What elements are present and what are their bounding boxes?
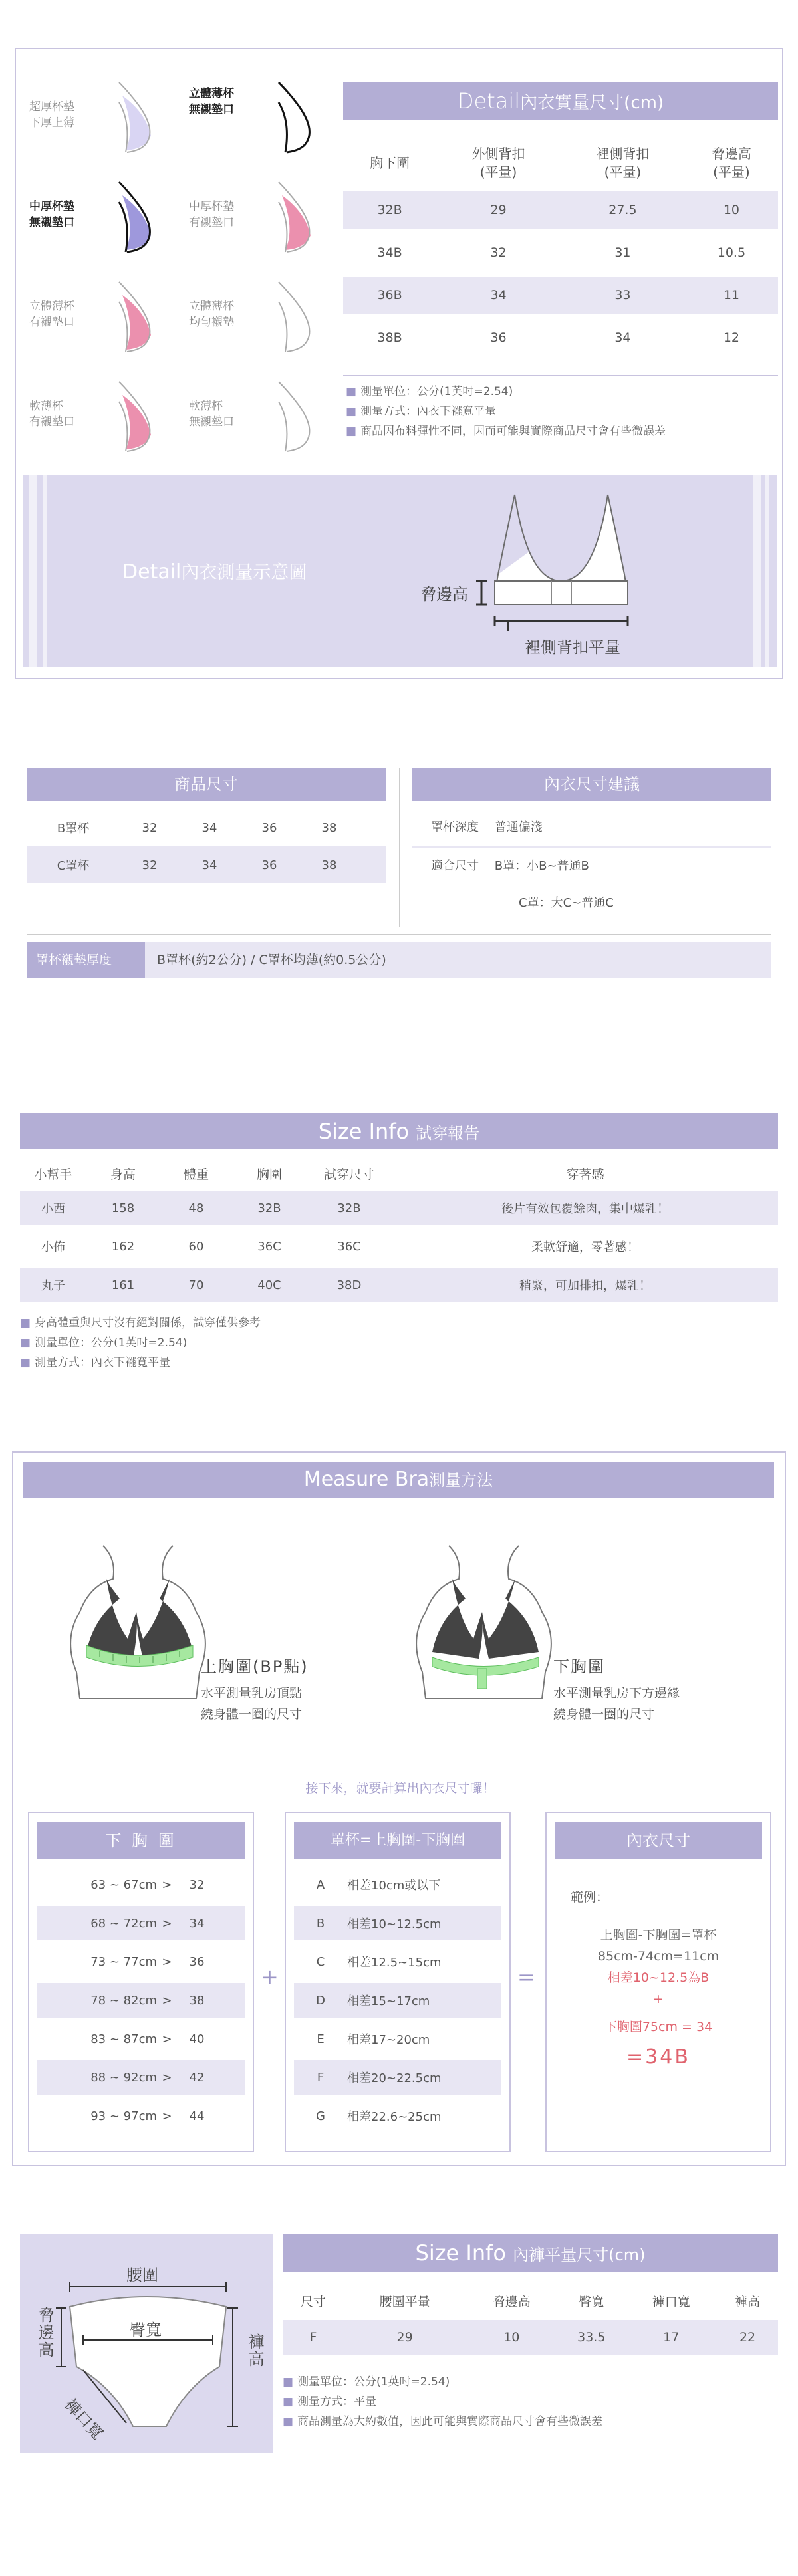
list-item <box>294 1944 501 1979</box>
table-cell: 12 <box>723 330 739 345</box>
cup-diff: 相差20~22.5cm <box>347 2071 442 2085</box>
calc-prompt: 接下來，就要計算出內衣尺寸囉！ <box>305 1781 495 1796</box>
diagram-label-side: 脅邊高 <box>420 585 468 604</box>
example-line2: 85cm-74cm=11cm <box>597 1949 720 1964</box>
list-item <box>37 1944 245 1979</box>
example-plus: + <box>653 1992 664 2006</box>
table-cell: 36B <box>377 288 402 302</box>
table-cell: 38 <box>321 820 337 835</box>
cup-type-line1: 超厚杯墊 <box>29 100 74 114</box>
table-cell: 27.5 <box>608 203 637 217</box>
cup-title: 罩杯=上胸圍-下胸圍 <box>294 1822 501 1859</box>
fit-table-header: 穿著感 <box>566 1167 604 1182</box>
example-line1: 上胸圍-下胸圍=罩杯 <box>600 1928 717 1942</box>
panty-title-zh: 內褲平量尺寸(cm) <box>513 2246 646 2264</box>
cup-depth-label: 罩杯深度 <box>431 820 479 834</box>
fit-c: C罩：大C~普通C <box>519 896 614 910</box>
range-text: 68 ~ 72cm <box>90 1916 157 1931</box>
list-item <box>37 2022 245 2056</box>
cup-type-line1: 中厚杯墊 <box>189 200 234 213</box>
panty-section <box>20 2234 778 2460</box>
table-cell: 34 <box>490 288 507 302</box>
cup-letter: F <box>317 2070 325 2085</box>
table-cell: 34 <box>614 330 631 345</box>
fit-report-notes <box>20 1313 778 1373</box>
note-item: ■ 身高體重與尺寸沒有絕對關係，試穿僅供參考 <box>20 1316 261 1330</box>
panty-table-header: 尺寸 <box>300 2294 326 2309</box>
panty-label-side: 脅邊高 <box>35 2307 54 2359</box>
upper-bust-desc1: 水平測量乳房頂點 <box>201 1686 303 1700</box>
detail-size-table <box>343 134 778 356</box>
table-cell: 70 <box>188 1278 204 1292</box>
detail-table-header: 外側背扣 (平量) <box>471 146 525 180</box>
table-cell: 36 <box>490 330 507 345</box>
detail-size-title-zh: 內衣實量尺寸(cm) <box>520 93 664 113</box>
measure-title-bar <box>23 1462 774 1498</box>
table-cell: 29 <box>490 203 507 217</box>
cup-type-line1: 軟薄杯 <box>29 400 63 413</box>
arrow-text: > <box>162 1954 172 1969</box>
cup-letter: G <box>316 2109 325 2123</box>
list-item <box>294 2022 501 2056</box>
cup-type-line1: 立體薄杯 <box>29 300 74 313</box>
cup-profile-icon <box>259 375 332 461</box>
band-size: 44 <box>189 2109 205 2123</box>
cup-box <box>285 1812 511 2152</box>
cup-type-line2: 無襯墊口 <box>189 103 234 116</box>
table-cell: 稍緊，可加排扣，爆乳！ <box>519 1279 651 1293</box>
cup-profile-icon <box>259 76 332 162</box>
cup-letter: E <box>317 2032 325 2046</box>
range-text: 93 ~ 97cm <box>90 2109 157 2123</box>
cup-type-item <box>182 176 335 269</box>
panty-table-header: 褲高 <box>735 2294 761 2309</box>
table-cell: 後片有效包覆餘肉，集中爆乳！ <box>501 1202 669 1216</box>
table-row <box>20 1229 778 1264</box>
panty-notes <box>283 2372 778 2432</box>
product-size-section <box>27 768 771 987</box>
upper-bust-title: 上胸圍(BP點) <box>201 1657 309 1676</box>
table-cell: 34 <box>201 858 217 872</box>
cup-letter: D <box>316 1993 325 2008</box>
fit-report-title-zh: 試穿報告 <box>416 1124 480 1143</box>
underbust-box <box>28 1812 254 2152</box>
panty-title-en: Size Info <box>415 2240 506 2266</box>
cup-type-line2: 有襯墊口 <box>29 316 74 329</box>
table-cell: 22 <box>739 2330 756 2345</box>
table-cell: 33.5 <box>577 2330 606 2345</box>
note-item: ■ 測量方式：平量 <box>283 2395 377 2408</box>
detail-notes <box>346 382 778 441</box>
table-cell: 40C <box>257 1278 281 1292</box>
cup-profile-icon <box>99 275 172 362</box>
table-cell: 32 <box>142 858 158 872</box>
table-row <box>20 1191 778 1225</box>
table-row <box>27 809 386 846</box>
table-row <box>20 1268 778 1302</box>
note-item: ■ 測量單位：公分(1英吋=2.54) <box>20 1336 188 1349</box>
cup-depth-value: 普通偏淺 <box>494 820 543 834</box>
list-item <box>294 2060 501 2095</box>
example-line3: 相差10~12.5為B <box>607 1970 710 1985</box>
table-cell: 48 <box>188 1201 204 1215</box>
range-text: 73 ~ 77cm <box>90 1954 157 1969</box>
fit-report-table <box>20 1156 778 1302</box>
arrow-text: > <box>162 1993 172 2008</box>
table-cell: 11 <box>723 288 739 302</box>
table-cell: 36 <box>261 820 277 835</box>
band-size: 34 <box>189 1916 205 1931</box>
list-item <box>37 1906 245 1940</box>
panty-title-bar <box>283 2234 778 2272</box>
cup-type-item <box>182 375 335 468</box>
cup-type-line1: 立體薄杯 <box>189 300 234 313</box>
table-cell: 36C <box>257 1239 281 1254</box>
table-cell: 158 <box>111 1201 135 1215</box>
table-cell: B罩杯 <box>57 822 90 836</box>
result-box <box>545 1812 771 2152</box>
cup-type-line2: 均勻襯墊 <box>189 316 234 329</box>
underbust-rows <box>37 1867 245 2137</box>
fit-report-section <box>20 1113 778 1406</box>
cup-type-line1: 立體薄杯 <box>189 87 234 100</box>
table-cell: F <box>309 2330 317 2345</box>
fit-table-header: 胸圍 <box>256 1167 282 1182</box>
cup-diff: 相差12.5~15cm <box>347 1956 442 1970</box>
table-cell: 32B <box>257 1201 281 1215</box>
fit-b: B罩：小B~普通B <box>494 859 589 873</box>
cup-letter: C <box>316 1954 325 1969</box>
table-cell: 162 <box>111 1239 135 1254</box>
band-size: 36 <box>189 1954 205 1969</box>
table-cell: 32 <box>142 820 158 835</box>
cup-diff: 相差10~12.5cm <box>347 1917 442 1931</box>
cup-type-item <box>23 176 176 269</box>
list-item <box>37 2060 245 2095</box>
underbust-title: 下 胸 圍 <box>37 1822 245 1859</box>
detail-table-header: 脅邊高 (平量) <box>711 146 751 180</box>
table-row <box>343 319 778 356</box>
cup-type-line1: 中厚杯墊 <box>29 200 74 213</box>
panty-label-leg: 褲口寬 <box>61 2395 107 2444</box>
cup-profile-icon <box>99 375 172 461</box>
band-size: 42 <box>189 2070 205 2085</box>
band-size: 32 <box>189 1877 205 1892</box>
table-cell: 161 <box>111 1278 135 1292</box>
panty-label-waist: 腰圍 <box>126 2266 158 2284</box>
product-size-title: 商品尺寸 <box>27 768 386 801</box>
table-cell: 17 <box>663 2330 680 2345</box>
cup-diff: 相差10cm或以下 <box>347 1879 441 1893</box>
arrow-text: > <box>162 1877 172 1892</box>
example-result: =34B <box>626 2046 690 2069</box>
table-cell: 10.5 <box>717 245 746 260</box>
table-cell: C罩杯 <box>57 859 90 873</box>
table-cell: 小西 <box>41 1202 65 1216</box>
diagram-title: Detail內衣測量示意圖 <box>122 560 307 584</box>
arrow-text: > <box>162 2070 172 2085</box>
cup-diff: 相差15~17cm <box>347 1994 430 2008</box>
measure-title-en: Measure Bra <box>303 1468 430 1491</box>
table-cell: 36C <box>337 1239 361 1254</box>
note-item: ■ 商品測量為大約數值，因此可能與實際商品尺寸會有些微誤差 <box>283 2415 603 2428</box>
table-cell: 10 <box>503 2330 520 2345</box>
table-cell: 34B <box>377 245 402 260</box>
table-cell: 38 <box>321 858 337 872</box>
upper-bust-mannequin <box>53 1539 219 1712</box>
table-cell: 38B <box>377 330 402 345</box>
detail-table-header: 裡側背扣 (平量) <box>596 146 650 180</box>
table-cell: 丸子 <box>41 1279 65 1293</box>
table-row <box>283 2320 778 2355</box>
fit-table-header: 小幫手 <box>34 1167 72 1182</box>
list-item <box>37 2099 245 2133</box>
table-row <box>343 191 778 229</box>
under-bust-mannequin <box>399 1539 565 1712</box>
table-row <box>343 234 778 271</box>
panty-table-header: 臀寬 <box>579 2294 604 2309</box>
measure-title-zh: 測量方法 <box>429 1471 493 1490</box>
detail-diagram <box>23 475 777 667</box>
table-cell: 36 <box>261 858 277 872</box>
cup-rows <box>294 1867 501 2137</box>
cup-type-line2: 下厚上薄 <box>29 116 74 130</box>
arrow-text: > <box>162 2032 172 2046</box>
cup-type-line2: 無襯墊口 <box>29 216 74 229</box>
cup-diff: 相差22.6~25cm <box>347 2110 442 2124</box>
note-item: ■ 測量單位：公分(1英吋=2.54) <box>346 385 513 398</box>
under-bust-title: 下胸圍 <box>553 1657 605 1676</box>
note-item: ■ 商品因布料彈性不同，因而可能與實際商品尺寸會有些微誤差 <box>346 425 666 438</box>
upper-bust-desc2: 繞身體一圈的尺寸 <box>201 1707 303 1722</box>
cup-type-line2: 有襯墊口 <box>189 216 234 229</box>
equals-sign: = <box>517 1964 535 1990</box>
detail-size-title-en: Detail <box>457 88 521 114</box>
range-text: 83 ~ 87cm <box>90 2032 157 2046</box>
cup-type-item <box>23 275 176 368</box>
table-cell: 29 <box>396 2330 413 2345</box>
table-cell: 柔軟舒適，零著感！ <box>531 1240 639 1254</box>
list-item <box>294 1867 501 1902</box>
cup-letter: A <box>316 1877 325 1892</box>
range-text: 63 ~ 67cm <box>90 1877 157 1892</box>
band-size: 38 <box>189 1993 205 2008</box>
fit-table-header: 身高 <box>110 1167 136 1182</box>
cup-diff: 相差17~20cm <box>347 2033 430 2047</box>
list-item <box>294 1906 501 1940</box>
cup-type-line1: 軟薄杯 <box>189 400 223 413</box>
fit-report-title-bar <box>20 1113 778 1149</box>
arrow-text: > <box>162 1916 172 1931</box>
list-item <box>294 2099 501 2133</box>
table-cell: 38D <box>336 1278 362 1292</box>
cup-type-line2: 有襯墊口 <box>29 415 74 429</box>
cup-type-line2: 無襯墊口 <box>189 415 234 429</box>
table-cell: 33 <box>614 288 631 302</box>
table-row <box>27 846 386 883</box>
cup-profile-icon <box>99 176 172 262</box>
table-cell: 32 <box>490 245 507 260</box>
table-cell: 34 <box>201 820 217 835</box>
product-size-rows <box>27 809 386 883</box>
cup-type-item <box>182 76 335 169</box>
table-cell: 10 <box>723 203 739 217</box>
under-bust-desc1: 水平測量乳房下方邊緣 <box>553 1686 680 1700</box>
result-title: 內衣尺寸 <box>555 1822 762 1859</box>
panty-diagram <box>20 2234 273 2453</box>
table-cell: 小佈 <box>41 1240 65 1254</box>
table-cell: 60 <box>188 1239 204 1254</box>
measure-panel <box>12 1451 786 2166</box>
panty-table-header: 脅邊高 <box>492 2294 531 2309</box>
cup-profile-icon <box>259 275 332 362</box>
cup-letter: B <box>316 1916 325 1931</box>
cup-type-item <box>182 275 335 368</box>
cup-type-item <box>23 375 176 468</box>
panty-table-header: 腰圍平量 <box>379 2294 430 2309</box>
detail-panel <box>15 48 783 679</box>
range-text: 88 ~ 92cm <box>90 2070 157 2085</box>
cup-profile-icon <box>259 176 332 262</box>
suggest-title: 內衣尺寸建議 <box>412 768 771 801</box>
fit-report-title-en: Size Info <box>318 1119 410 1144</box>
note-item: ■ 測量單位：公分(1英吋=2.54) <box>283 2375 450 2389</box>
cup-type-item <box>23 76 176 169</box>
note-item: ■ 測量方式：內衣下襬寬平量 <box>20 1356 171 1369</box>
fit-table-header: 試穿尺寸 <box>323 1167 374 1182</box>
plus-sign: + <box>261 1964 279 1990</box>
panty-table <box>283 2282 778 2355</box>
pad-row <box>27 942 771 978</box>
cup-types-grid <box>23 76 342 501</box>
note-item: ■ 測量方式：內衣下襬寬平量 <box>346 405 497 418</box>
pad-label: 罩杯襯墊厚度 <box>27 942 145 978</box>
fit-table-header: 體重 <box>183 1167 209 1182</box>
arrow-text: > <box>162 2109 172 2123</box>
band-size: 40 <box>189 2032 205 2046</box>
table-row <box>343 277 778 314</box>
panty-table-header: 褲口寬 <box>652 2294 690 2309</box>
panty-label-hip: 臀寬 <box>130 2321 162 2339</box>
cup-profile-icon <box>99 76 172 162</box>
fit-label: 適合尺寸 <box>431 859 479 873</box>
diagram-label-back: 裡側背扣平量 <box>525 638 620 657</box>
pad-value: B罩杯(約2公分) / C罩杯均薄(約0.5公分) <box>157 953 386 967</box>
detail-size-title-bar <box>343 82 778 120</box>
list-item <box>294 1983 501 2018</box>
table-cell: 31 <box>614 245 631 260</box>
under-bust-desc2: 繞身體一圈的尺寸 <box>553 1707 655 1722</box>
table-cell: 32B <box>377 203 402 217</box>
list-item <box>37 1983 245 2018</box>
panty-label-length: 褲高 <box>245 2333 264 2368</box>
range-text: 78 ~ 82cm <box>90 1993 157 2008</box>
table-cell: 32B <box>337 1201 361 1215</box>
list-item <box>37 1867 245 1902</box>
example-label: 範例： <box>571 1890 609 1905</box>
detail-table-header: 胸下圍 <box>370 155 410 171</box>
example-line4: 下胸圍75cm = 34 <box>604 2020 713 2034</box>
